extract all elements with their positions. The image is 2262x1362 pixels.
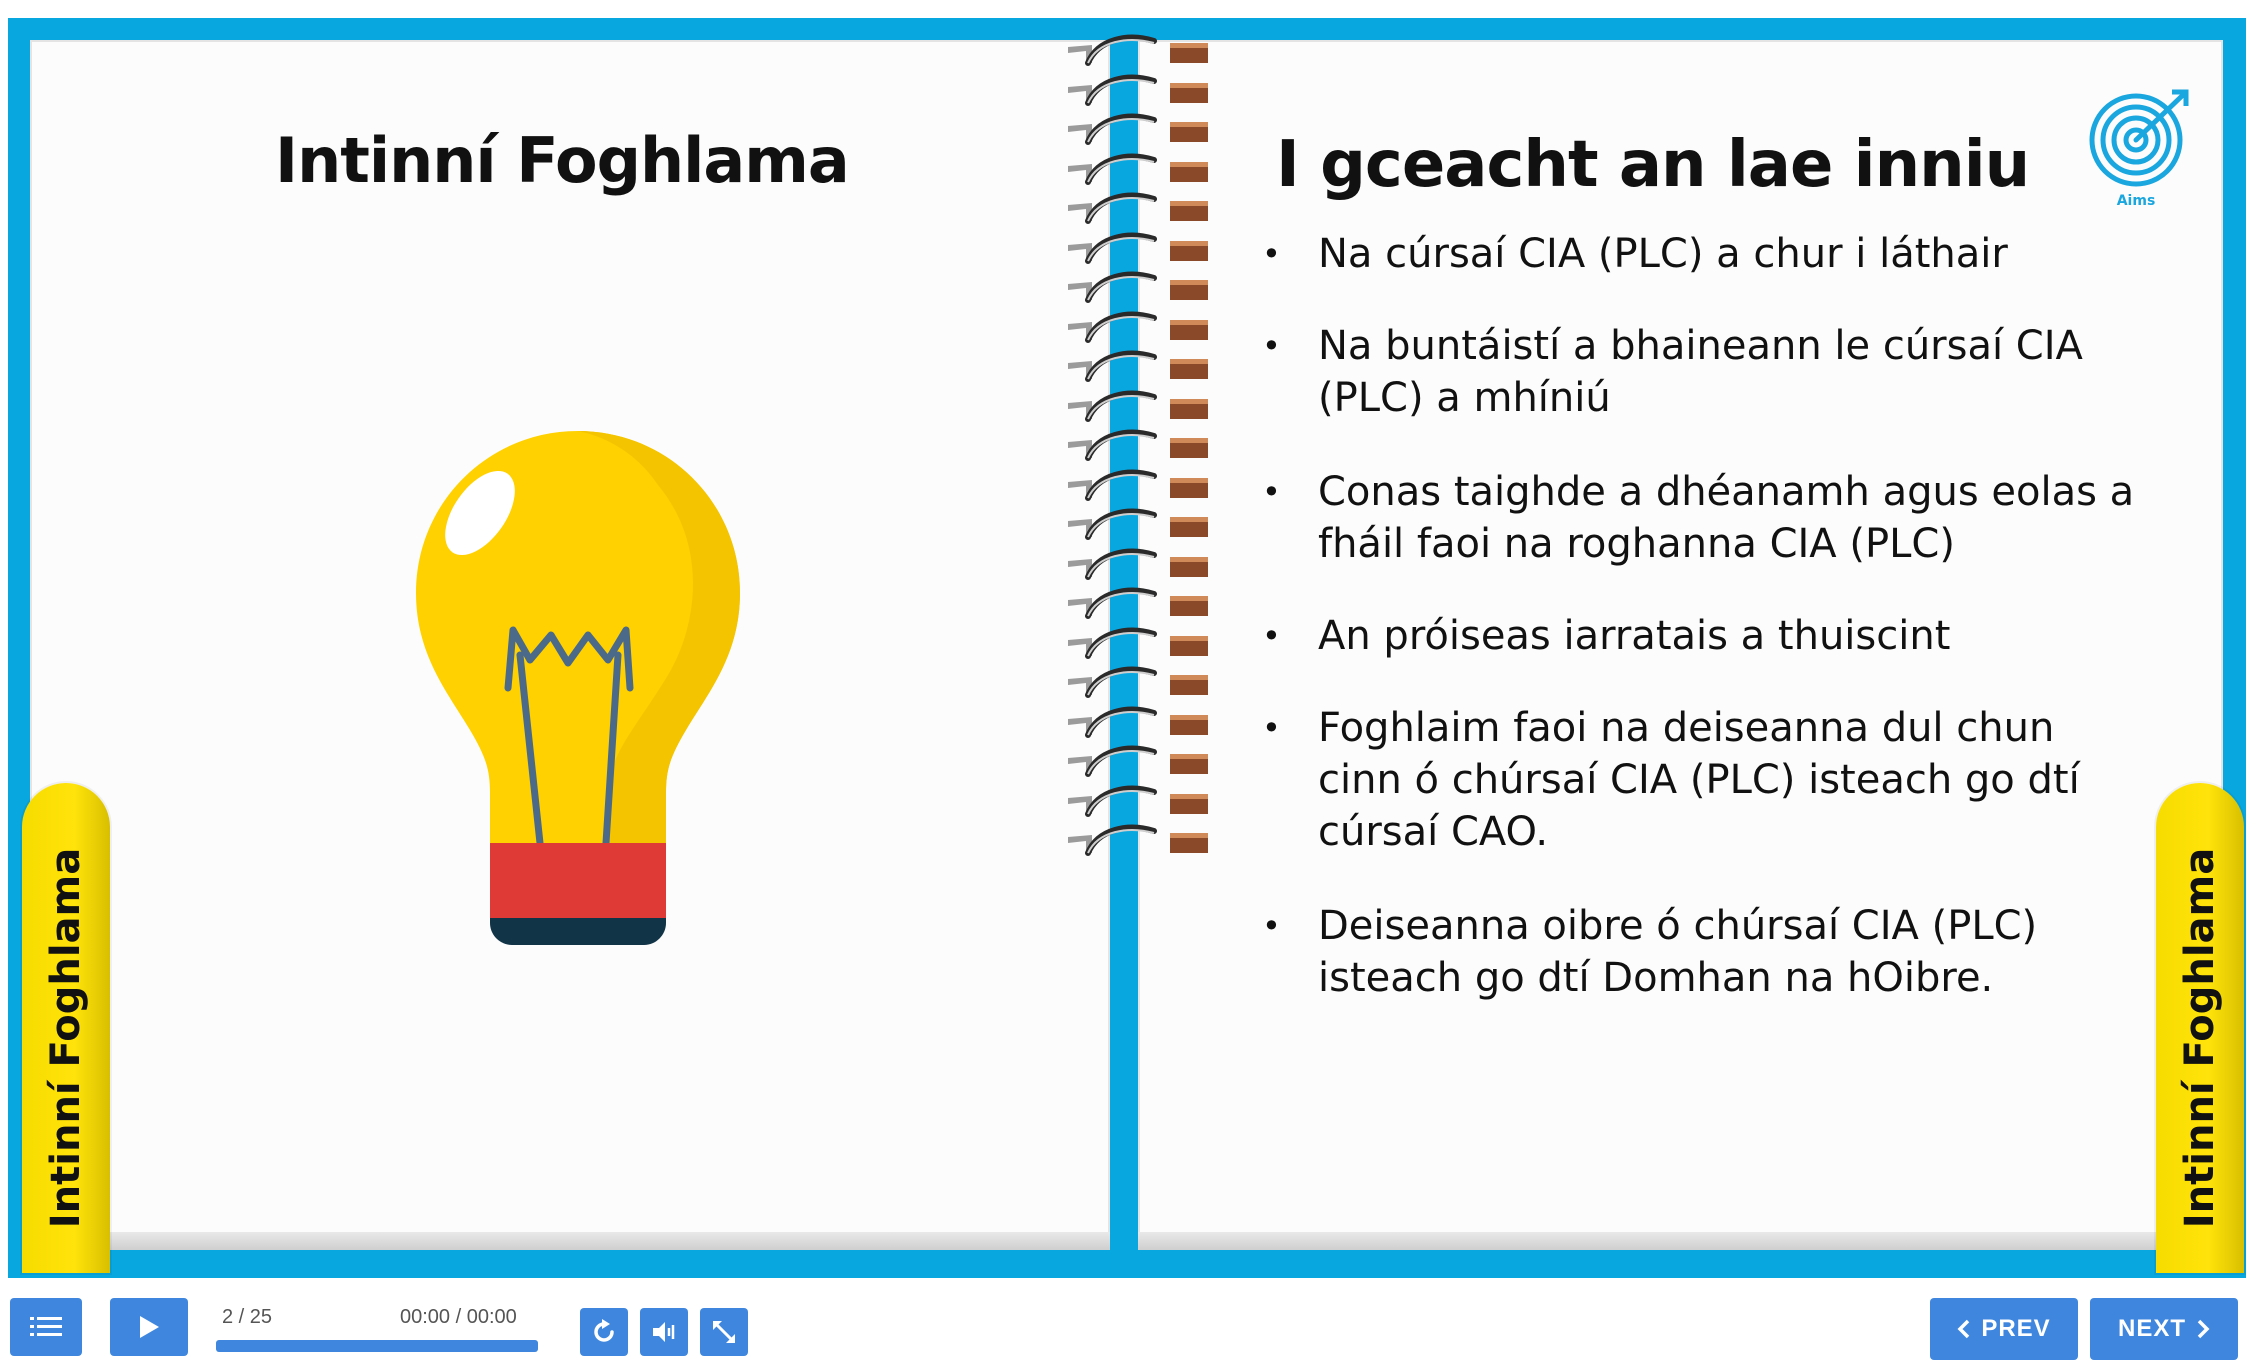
volume-icon (650, 1318, 678, 1346)
aims-list-item: • Na cúrsaí CIA (PLC) a chur i láthair (1262, 228, 2142, 280)
left-page-title: Intinní Foghlama (275, 124, 849, 197)
right-side-tab (2156, 783, 2244, 1273)
spiral-ring (1058, 784, 1208, 824)
time-display: 00:00 / 00:00 (400, 1306, 517, 1328)
prev-label: PREV (1981, 1315, 2051, 1342)
aims-list-item: • Conas taighde a dhéanamh agus eolas a fháil faoi na roghanna CIA (PLC) (1262, 466, 2142, 570)
spiral-ring (1058, 310, 1208, 350)
spiral-ring (1058, 468, 1208, 508)
aims-list-item: • An próiseas iarratais a thuiscint (1262, 610, 2142, 662)
fullscreen-button[interactable] (700, 1308, 748, 1356)
right-side-tab-label: Intinní Foghlama (2177, 847, 2223, 1229)
aims-label: Aims (2116, 193, 2156, 208)
volume-button[interactable] (640, 1308, 688, 1356)
spiral-ring (1058, 389, 1208, 429)
spiral-ring (1058, 191, 1208, 231)
spiral-ring (1058, 665, 1208, 705)
fullscreen-icon (710, 1318, 738, 1346)
left-side-tab-label: Intinní Foghlama (43, 847, 89, 1229)
left-side-tab (22, 783, 110, 1273)
spiral-ring (1058, 428, 1208, 468)
spiral-ring (1058, 270, 1208, 310)
aims-list (1262, 228, 2142, 1004)
left-page (30, 40, 1110, 1250)
spiral-ring (1058, 33, 1208, 73)
play-button[interactable] (110, 1298, 188, 1356)
spiral-ring (1058, 112, 1208, 152)
light-bulb-illustration (408, 425, 748, 945)
aims-list-item: • Na buntáistí a bhaineann le cúrsaí CIA (PLC) a mhíniú (1262, 320, 2142, 424)
spiral-ring (1058, 705, 1208, 745)
spiral-ring (1058, 73, 1208, 113)
progress-bar[interactable] (216, 1340, 538, 1352)
menu-button[interactable] (10, 1298, 82, 1356)
next-label: NEXT (2117, 1315, 2186, 1342)
replay-button[interactable] (580, 1308, 628, 1356)
aims-list-item: • Deiseanna oibre ó chúrsaí CIA (PLC) isteach go dtí Domhan na hOibre. (1262, 900, 2142, 1004)
spiral-ring (1058, 231, 1208, 271)
spiral-ring (1058, 586, 1208, 626)
next-button[interactable] (2090, 1298, 2238, 1360)
aims-list-item: • Foghlaim faoi na deiseanna dul chun cinn ó chúrsaí CIA (PLC) isteach go dtí cúrsaí CAO. (1262, 702, 2142, 858)
progress-fill (216, 1340, 538, 1352)
spiral-ring (1058, 152, 1208, 192)
replay-icon (590, 1318, 618, 1346)
chevron-right-icon (2196, 1319, 2210, 1339)
play-icon (138, 1315, 160, 1339)
chevron-left-icon (1957, 1319, 1971, 1339)
menu-icon (30, 1315, 62, 1339)
right-page (1138, 40, 2223, 1250)
spiral-ring (1058, 507, 1208, 547)
spiral-ring (1058, 744, 1208, 784)
target-icon (2088, 88, 2198, 208)
prev-button[interactable] (1930, 1298, 2078, 1360)
spiral-ring (1058, 547, 1208, 587)
spiral-ring (1058, 823, 1208, 863)
right-page-title: I gceacht an lae inniu (1276, 128, 2030, 202)
spiral-ring (1058, 626, 1208, 666)
slide (8, 18, 2246, 1278)
slide-counter: 2 / 25 (222, 1306, 273, 1328)
spiral-ring (1058, 349, 1208, 389)
